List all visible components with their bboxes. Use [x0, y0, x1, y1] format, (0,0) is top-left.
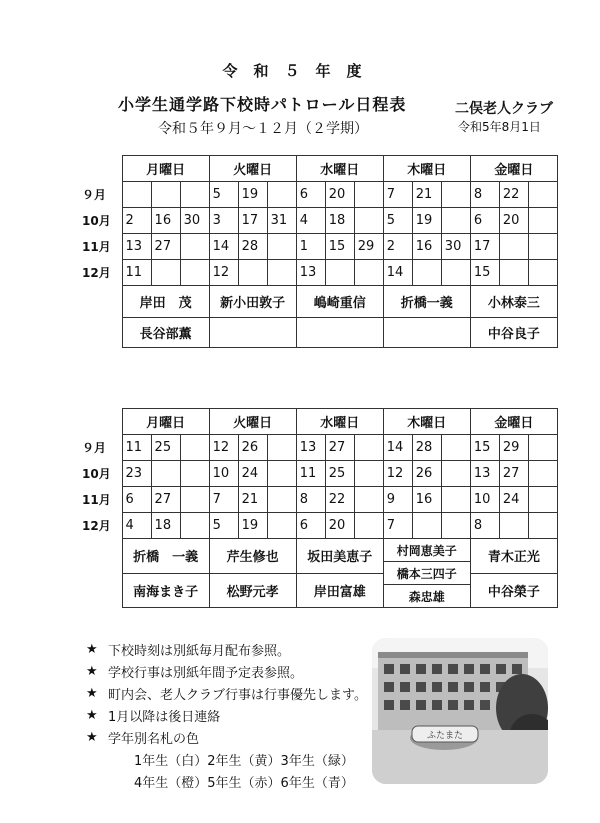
date-cell — [354, 461, 383, 487]
name-cell: 新小田敦子 — [209, 286, 296, 318]
date-cell — [354, 435, 383, 461]
date-cell — [499, 260, 528, 286]
schedule-table-2 — [72, 408, 558, 608]
date-cell: 12 — [209, 435, 238, 461]
date-cell — [528, 461, 557, 487]
note-text: 1月以降は後日連絡 — [108, 709, 221, 725]
day-header-row — [72, 409, 558, 435]
school-building-illustration — [372, 638, 548, 784]
star-icon: ★ — [86, 707, 98, 723]
date-cell — [441, 260, 470, 286]
date-cell — [180, 234, 209, 260]
name-cell: 岸田 茂 — [122, 286, 209, 318]
corner-cell — [72, 156, 122, 182]
name-cell: 折橋一義 — [383, 286, 470, 318]
date-cell: 15 — [325, 234, 354, 260]
date-cell: 2 — [122, 208, 151, 234]
date-cell — [499, 234, 528, 260]
names-row-1 — [72, 286, 558, 318]
date-cell: 30 — [441, 234, 470, 260]
date-cell — [267, 513, 296, 539]
day-header-tue: 火曜日 — [209, 156, 296, 182]
date-cell: 4 — [296, 208, 325, 234]
date-cell: 30 — [180, 208, 209, 234]
date-cell: 12 — [209, 260, 238, 286]
nametag-colors-line-1: 1年生（白）2年生（黄）3年生（緑） — [134, 753, 354, 769]
date-cell — [354, 487, 383, 513]
month-row — [72, 182, 558, 208]
note-item — [86, 638, 367, 660]
names-row-2 — [72, 318, 558, 348]
note-item — [86, 726, 367, 748]
month-row — [72, 487, 558, 513]
date-cell — [354, 208, 383, 234]
date-cell — [180, 461, 209, 487]
date-cell: 5 — [209, 513, 238, 539]
note-item — [86, 704, 367, 726]
date-cell: 17 — [470, 234, 499, 260]
names-row-spacer — [72, 573, 122, 608]
note-text: 町内会、老人クラブ行事は行事優先します。 — [108, 687, 367, 703]
date-cell: 25 — [151, 435, 180, 461]
names-row-spacer — [72, 539, 122, 574]
date-cell: 13 — [122, 234, 151, 260]
date-cell: 10 — [470, 487, 499, 513]
date-cell — [441, 435, 470, 461]
date-cell: 1 — [296, 234, 325, 260]
day-header-thu: 木曜日 — [383, 409, 470, 435]
period-label: 令和５年９月～１２月（２学期） — [158, 121, 368, 137]
month-label: ９月 — [82, 188, 107, 202]
date-cell: 24 — [499, 487, 528, 513]
month-label: 12月 — [82, 266, 111, 280]
date-cell: 14 — [383, 260, 412, 286]
date-cell: 20 — [325, 182, 354, 208]
name-cell: 坂田美恵子 — [296, 539, 383, 574]
date-cell: 4 — [122, 513, 151, 539]
date-cell: 19 — [238, 513, 267, 539]
day-header-row — [72, 156, 558, 182]
name-cell: 中谷榮子 — [470, 573, 557, 608]
date-cell: 29 — [499, 435, 528, 461]
month-row — [72, 260, 558, 286]
date-cell — [441, 182, 470, 208]
name-cell: 青木正光 — [470, 539, 557, 574]
date-cell — [528, 487, 557, 513]
day-header-fri: 金曜日 — [470, 409, 557, 435]
month-label: 10月 — [82, 214, 111, 228]
names-row-2 — [72, 573, 558, 608]
stack-name: 森忠雄 — [408, 589, 445, 604]
day-header-wed: 水曜日 — [296, 156, 383, 182]
date-cell — [441, 461, 470, 487]
star-icon: ★ — [86, 641, 98, 657]
date-cell: 16 — [412, 234, 441, 260]
name-cell: 芹生修也 — [209, 539, 296, 574]
doc-title: 小学生通学路下校時パトロール日程表 — [118, 95, 407, 114]
month-label: 10月 — [82, 467, 111, 481]
stack-name: 橋本三四子 — [384, 562, 470, 585]
date-cell: 20 — [499, 208, 528, 234]
date-cell: 16 — [412, 487, 441, 513]
stack-name: 村岡恵美子 — [384, 539, 470, 562]
date-cell: 27 — [151, 487, 180, 513]
date-cell: 6 — [122, 487, 151, 513]
date-cell — [528, 260, 557, 286]
note-item — [86, 682, 367, 704]
date-cell: 28 — [412, 435, 441, 461]
date-cell: 16 — [151, 208, 180, 234]
date-cell — [267, 260, 296, 286]
name-cell: 折橋 一義 — [122, 539, 209, 574]
date-cell: 7 — [209, 487, 238, 513]
date-cell: 11 — [122, 260, 151, 286]
day-header-mon: 月曜日 — [122, 156, 209, 182]
photo-sign-text: ふたまた — [426, 731, 464, 741]
day-header-wed: 水曜日 — [296, 409, 383, 435]
issued-date: 令和5年8月1日 — [458, 120, 541, 134]
date-cell — [354, 513, 383, 539]
date-cell: 24 — [238, 461, 267, 487]
month-row — [72, 513, 558, 539]
date-cell — [267, 487, 296, 513]
date-cell: 15 — [470, 260, 499, 286]
date-cell: 21 — [238, 487, 267, 513]
era-title: 令和５年度 — [222, 62, 378, 80]
star-icon: ★ — [86, 663, 98, 679]
name-cell — [209, 318, 296, 348]
organization-name: 二俣老人クラブ — [455, 101, 553, 117]
school-building-photo — [372, 638, 548, 784]
schedule-table-1 — [72, 155, 558, 348]
date-cell: 18 — [151, 513, 180, 539]
month-row — [72, 461, 558, 487]
day-header-mon: 月曜日 — [122, 409, 209, 435]
date-cell: 3 — [209, 208, 238, 234]
name-cell: 中谷良子 — [470, 318, 557, 348]
names-row-1 — [72, 539, 558, 574]
date-cell: 10 — [209, 461, 238, 487]
date-cell: 15 — [470, 435, 499, 461]
day-header-thu: 木曜日 — [383, 156, 470, 182]
date-cell: 25 — [325, 461, 354, 487]
day-header-tue: 火曜日 — [209, 409, 296, 435]
date-cell — [151, 461, 180, 487]
date-cell: 17 — [238, 208, 267, 234]
date-cell — [528, 234, 557, 260]
corner-cell — [72, 409, 122, 435]
star-icon: ★ — [86, 729, 98, 745]
date-cell — [267, 182, 296, 208]
thursday-names-stack-cell — [383, 539, 470, 608]
date-cell: 31 — [267, 208, 296, 234]
date-cell: 8 — [470, 513, 499, 539]
date-cell: 14 — [383, 435, 412, 461]
date-cell: 13 — [470, 461, 499, 487]
note-item — [86, 660, 367, 682]
date-cell — [412, 260, 441, 286]
date-cell: 12 — [383, 461, 412, 487]
date-cell — [151, 260, 180, 286]
date-cell — [180, 182, 209, 208]
date-cell — [238, 260, 267, 286]
date-cell: 6 — [296, 513, 325, 539]
month-row — [72, 435, 558, 461]
date-cell: 28 — [238, 234, 267, 260]
month-label: 12月 — [82, 519, 111, 533]
date-cell — [122, 182, 151, 208]
date-cell: 11 — [296, 461, 325, 487]
date-cell: 5 — [383, 208, 412, 234]
date-cell — [441, 487, 470, 513]
date-cell — [325, 260, 354, 286]
date-cell — [441, 513, 470, 539]
date-cell: 7 — [383, 513, 412, 539]
date-cell — [180, 260, 209, 286]
month-label: 11月 — [82, 240, 111, 254]
date-cell — [528, 208, 557, 234]
date-cell: 6 — [470, 208, 499, 234]
date-cell: 19 — [238, 182, 267, 208]
date-cell — [499, 513, 528, 539]
name-cell — [383, 318, 470, 348]
note-text: 学年別名札の色 — [108, 731, 200, 747]
name-cell: 松野元孝 — [209, 573, 296, 608]
date-cell: 21 — [412, 182, 441, 208]
day-header-fri: 金曜日 — [470, 156, 557, 182]
note-text: 下校時刻は別紙毎月配布参照。 — [108, 643, 291, 659]
date-cell: 13 — [296, 260, 325, 286]
name-cell: 岸田富雄 — [296, 573, 383, 608]
date-cell — [180, 487, 209, 513]
date-cell — [528, 182, 557, 208]
name-cell — [296, 318, 383, 348]
date-cell: 19 — [412, 208, 441, 234]
month-label: 11月 — [82, 493, 111, 507]
date-cell: 9 — [383, 487, 412, 513]
month-label: ９月 — [82, 441, 107, 455]
date-cell: 22 — [499, 182, 528, 208]
date-cell: 13 — [296, 435, 325, 461]
date-cell — [354, 260, 383, 286]
date-cell: 8 — [470, 182, 499, 208]
date-cell: 23 — [122, 461, 151, 487]
date-cell — [267, 435, 296, 461]
star-icon: ★ — [86, 685, 98, 701]
date-cell: 20 — [325, 513, 354, 539]
date-cell: 18 — [325, 208, 354, 234]
date-cell: 27 — [325, 435, 354, 461]
month-row — [72, 208, 558, 234]
name-cell: 長谷部薫 — [122, 318, 209, 348]
month-row — [72, 234, 558, 260]
date-cell — [528, 435, 557, 461]
date-cell — [151, 182, 180, 208]
date-cell: 2 — [383, 234, 412, 260]
name-cell: 南海まき子 — [122, 573, 209, 608]
names-row-spacer — [72, 286, 122, 318]
date-cell: 29 — [354, 234, 383, 260]
date-cell — [528, 513, 557, 539]
notes-list — [86, 638, 367, 792]
date-cell: 26 — [238, 435, 267, 461]
thursday-names-stack — [384, 539, 470, 607]
date-cell: 26 — [412, 461, 441, 487]
names-row-spacer — [72, 318, 122, 348]
date-cell: 14 — [209, 234, 238, 260]
date-cell: 27 — [151, 234, 180, 260]
date-cell — [412, 513, 441, 539]
date-cell — [267, 461, 296, 487]
name-cell: 嶋崎重信 — [296, 286, 383, 318]
date-cell — [354, 182, 383, 208]
date-cell — [441, 208, 470, 234]
date-cell — [267, 234, 296, 260]
date-cell: 5 — [209, 182, 238, 208]
nametag-colors-line-2: 4年生（橙）5年生（赤）6年生（青） — [134, 775, 354, 791]
date-cell — [180, 435, 209, 461]
date-cell: 11 — [122, 435, 151, 461]
date-cell: 7 — [383, 182, 412, 208]
date-cell — [180, 513, 209, 539]
date-cell: 22 — [325, 487, 354, 513]
name-cell: 小林泰三 — [470, 286, 557, 318]
date-cell: 8 — [296, 487, 325, 513]
date-cell: 6 — [296, 182, 325, 208]
date-cell: 27 — [499, 461, 528, 487]
note-text: 学校行事は別紙年間予定表参照。 — [108, 665, 304, 681]
